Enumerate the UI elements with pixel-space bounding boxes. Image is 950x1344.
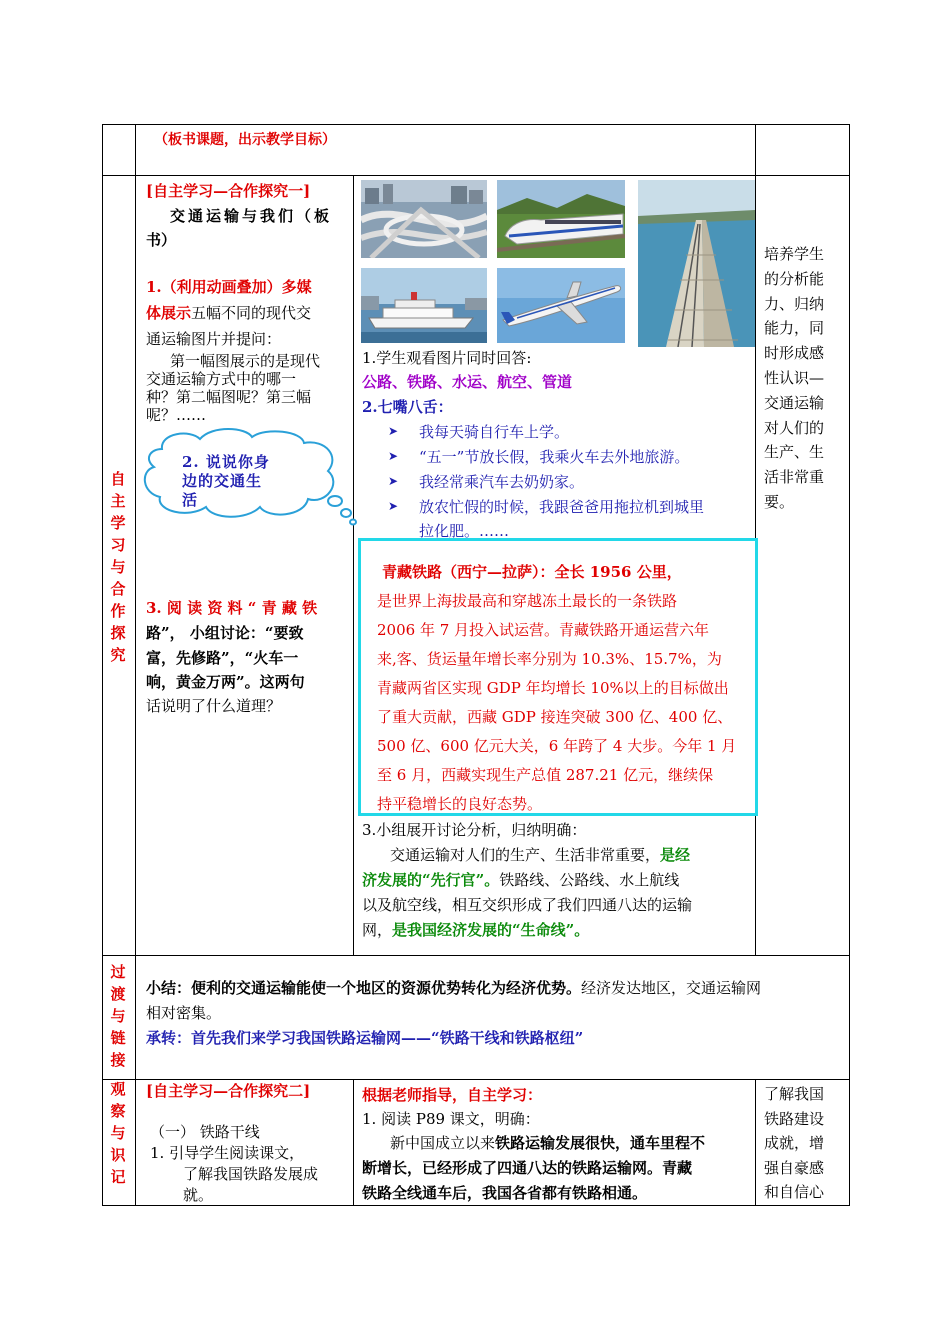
- item1-line-e: 交通运输方式中的哪一: [146, 370, 297, 388]
- item1-line-b: 体展示五幅不同的现代交: [146, 304, 312, 322]
- bubble-line-3: 活: [182, 491, 198, 509]
- topic-line-1: 交通运输与我们（板: [170, 207, 333, 225]
- ship-harbor-photo: [361, 268, 487, 343]
- bubble-line-2: 边的交通生: [182, 472, 263, 490]
- question-1: 1.学生观看图片同时回答:: [362, 349, 532, 367]
- answer-1: 公路、铁路、水运、航空、管道: [362, 373, 573, 391]
- bullet-text-2: “五一”节放长假，我乘火车去外地旅游。: [419, 448, 690, 466]
- railway-section-title: （一） 铁路干线: [150, 1123, 260, 1141]
- summary-line-1: 小结：便利的交通运输能使一个地区的资源优势转化为经济优势。经济发达地区，交通运输网: [146, 979, 762, 997]
- box-line-6: 了重大贡献，西藏 GDP 接连突破 300 亿、400 亿、: [377, 708, 733, 726]
- bullet-item: [388, 471, 398, 489]
- bullet-text-4-cont: 拉化肥。……: [419, 522, 510, 540]
- airplane-photo: [497, 268, 625, 343]
- highway-interchange-photo: [361, 180, 487, 258]
- conclusion-line-3: 以及航空线，相互交织形成了我们四通八达的运输: [362, 896, 693, 914]
- item1-line-g: 呢？……: [146, 406, 207, 424]
- goal-text-2: 了解我国 铁路建设 成就，增 强自豪感 和自信心: [764, 1085, 825, 1201]
- box-line-7: 500 亿、600 亿元大关，6 年跨了 4 大步。今年 1 月: [377, 737, 737, 755]
- guide-line-1: 1. 引导学生阅读课文，: [150, 1144, 305, 1162]
- item3-line-c: 富，先修路”，“火车一: [146, 649, 299, 667]
- activity-heading-2: [自主学习—合作探究二]: [146, 1082, 311, 1100]
- bubble-line-1: 2. 说说你身: [182, 453, 270, 471]
- lesson-title: （板书课题，出示教学目标）: [154, 132, 336, 148]
- box-line-5: 青藏两省区实现 GDP 年均增长 10%以上的目标做出: [377, 679, 729, 697]
- transition-line: 承转：首先我们来学习我国铁路运输网——“铁路干线和铁路枢纽”: [146, 1029, 584, 1047]
- box-line-9: 持平稳增长的良好态势。: [377, 795, 543, 813]
- arrow-bullet-icon: ➤: [388, 449, 399, 463]
- arrow-bullet-icon: ➤: [388, 499, 399, 513]
- conclusion-line-1: 交通运输对人们的生产、生活非常重要，是经: [390, 846, 691, 864]
- item3-line-a: 3. 阅 读 资 料 “ 青 藏 铁: [146, 599, 318, 617]
- reading-para-3: 铁路全线通车后，我国各省都有铁路相通。: [362, 1184, 648, 1202]
- high-speed-train-photo: [497, 180, 625, 258]
- bullet-item: [388, 496, 398, 514]
- box-line-2: 是世界上海拔最高和穿越冻土最长的一条铁路: [377, 592, 678, 610]
- item1-line-f: 种？第二幅图呢？第三幅: [146, 388, 312, 406]
- item3-line-e: 话说明了什么道理？: [146, 697, 282, 715]
- guide-line-3: 就。: [183, 1186, 214, 1204]
- guide-line-2: 了解我国铁路发展成: [183, 1165, 319, 1183]
- self-study-heading: 根据老师指导，自主学习：: [362, 1086, 543, 1104]
- bullet-item: [388, 446, 398, 464]
- bullet-text-3: 我经常乘汽车去奶奶家。: [419, 473, 585, 491]
- box-line-3: 2006 年 7 月投入试运营。青藏铁路开通运营六年: [377, 621, 710, 639]
- item3-line-b: 路”， 小组讨论：“要致: [146, 624, 304, 642]
- arrow-bullet-icon: ➤: [388, 474, 399, 488]
- item1-line-d: 第一幅图展示的是现代: [170, 352, 321, 370]
- arrow-bullet-icon: ➤: [388, 424, 399, 438]
- item1-line-a: 1.（利用动画叠加）多媒: [146, 278, 312, 296]
- topic-line-2: 书）: [146, 231, 177, 249]
- box-line-1: 青藏铁路（西宁—拉萨）：全长 1956 公里，: [382, 563, 682, 581]
- box-line-8: 至 6 月，西藏实现生产总值 287.21 亿元，继续保: [377, 766, 714, 784]
- question-3: 3.小组展开讨论分析，归纳明确：: [362, 821, 587, 839]
- bullet-text-1: 我每天骑自行车上学。: [419, 423, 570, 441]
- reading-para-2: 断增长，已经形成了四通八达的铁路运输网。青藏: [362, 1159, 693, 1177]
- item1-line-c: 通运输图片并提问：: [146, 330, 282, 348]
- item3-line-d: 响，黄金万两”。这两句: [146, 673, 305, 691]
- reading-line: 1. 阅读 P89 课文，明确：: [362, 1110, 540, 1128]
- reading-para-1: 新中国成立以来铁路运输发展很快，通车里程不: [390, 1134, 706, 1152]
- activity-heading-1: [自主学习—合作探究一]: [146, 182, 311, 200]
- conclusion-line-4: 网，是我国经济发展的“生命线”。: [362, 921, 590, 939]
- conclusion-line-2: 济发展的“先行官”。铁路线、公路线、水上航线: [362, 871, 680, 889]
- question-2: 2.七嘴八舌：: [362, 398, 453, 416]
- summary-line-2: 相对密集。: [146, 1004, 222, 1022]
- railway-bridge-photo: [638, 180, 755, 347]
- bullet-text-4: 放农忙假的时候，我跟爸爸用拖拉机到城里: [419, 498, 705, 516]
- bullet-item: [388, 421, 398, 439]
- box-line-4: 来,客、货运量年增长率分别为 10.3%、15.7%，为: [377, 650, 722, 668]
- goal-text-1: 培养学生 的分析能 力、归纳 能力，同 时形成感 性认识— 交通运输 对人们的 生产、生 活非常重 要。: [764, 245, 825, 511]
